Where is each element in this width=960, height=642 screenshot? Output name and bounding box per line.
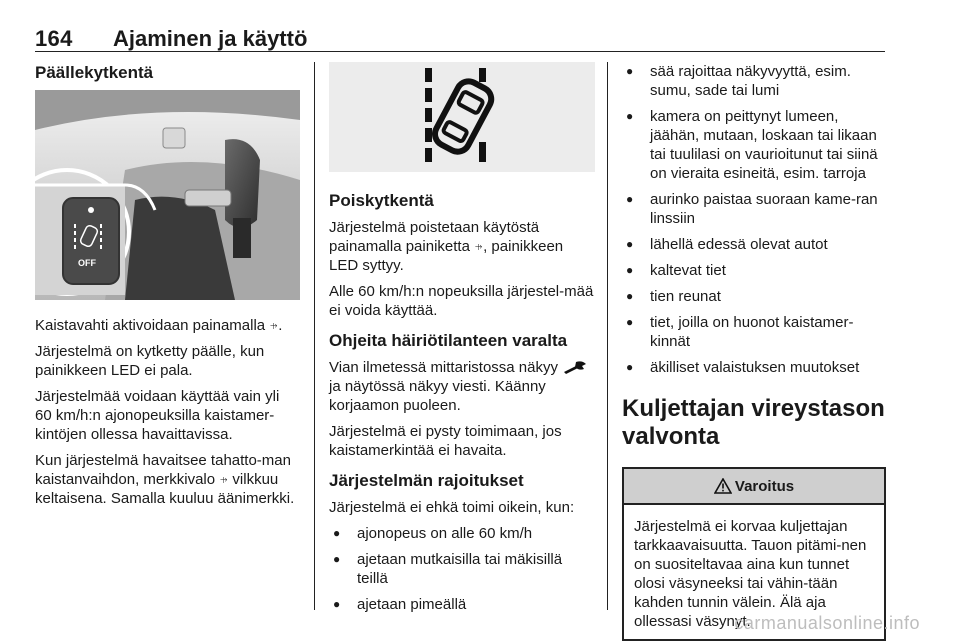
- heading-limitations: Järjestelmän rajoitukset: [329, 471, 524, 490]
- page-header-title: Ajaminen ja käyttö: [113, 26, 308, 51]
- paragraph-speed-limit: Järjestelmää voidaan käyttää vain yli 60 km/h:n ajonopeuksilla kaistamer-kintöjen ollessa havaittavissa.: [35, 388, 280, 443]
- paragraph-deactivation: Järjestelmä poistetaan käytöstä painamalla painiketta ⍆, painikkeen LED syttyy.: [329, 219, 564, 274]
- watermark: carmanualsonline.info: [734, 613, 920, 633]
- warning-title: Varoitus: [734, 477, 795, 495]
- list-item: ● ajetaan mutkaisilla tai mäkisillä teillä: [329, 550, 595, 588]
- list-item: ● tiet, joilla on huonot kaistamer-kinnät: [622, 313, 886, 351]
- off-label: OFF: [78, 258, 96, 268]
- list-item: ● aurinko paistaa suoraan kame-ran linssiin: [622, 190, 886, 228]
- fault-text-start: Vian ilmetessä mittaristossa näkyy: [329, 359, 558, 376]
- warning-text: Järjestelmä ei korvaa kuljettajan tarkkaavaisuutta. Tauon pitämi-nen on suositeltavaa aina kun tunnet olosi väsyneeksi tai vähin-tään kahden tunnin välein. Älä aja ollessasi väsynyt.: [634, 518, 867, 630]
- heading-activation: Päällekytkentä: [35, 63, 154, 82]
- page-number: 164: [35, 26, 73, 51]
- limitations-list-continued: [622, 62, 886, 377]
- column-3: [622, 62, 886, 641]
- dashboard-photo-illustration: [35, 90, 300, 300]
- paragraph-activation: Kaistavahti aktivoidaan painamalla ⍆.: [35, 317, 283, 334]
- column-2: [329, 62, 595, 621]
- fault-text-end: ja näytössä näkyy viesti. Käänny korjaamon puoleen.: [329, 378, 546, 414]
- warning-header: [624, 469, 884, 505]
- header-rule: [35, 51, 885, 52]
- list-item: ● sää rajoittaa näkyvyyttä, esim. sumu, sade tai lumi: [622, 62, 886, 100]
- list-item: ● lähellä edessä olevat autot: [622, 235, 886, 254]
- gear-shifter-photo: [35, 90, 300, 300]
- list-item: ● ajetaan pimeällä: [329, 595, 595, 614]
- section-title-driver-monitoring: Kuljettajan vireystason valvonta: [622, 395, 885, 450]
- column-divider-1: [314, 62, 315, 610]
- paragraph-warning-light: Kun järjestelmä havaitsee tahatto-man kaistanvaihdon, merkkivalo ⍆ vilkkuu keltaisena. Samalla kuuluu äänimerkki.: [35, 452, 295, 507]
- list-item: ● kamera on peittynyt lumeen, jäähän, mutaan, loskaan tai likaan tai tuulilasi on vaurioitunut tai siinä on vieraita esineitä, esim. tarroja: [622, 107, 886, 183]
- column-divider-2: [607, 62, 608, 610]
- wrench-icon: [562, 360, 588, 374]
- column-1: [35, 62, 300, 515]
- paragraph-fault: [329, 358, 595, 415]
- paragraph-led: Järjestelmä on kytketty päälle, kun painikkeen LED ei pala.: [35, 343, 265, 379]
- list-item: ● äkilliset valaistuksen muutokset: [622, 358, 886, 377]
- list-item: ● tien reunat: [622, 287, 886, 306]
- paragraph-no-markings: Järjestelmä ei pysty toimimaan, jos kaistamerkintää ei havaita.: [329, 423, 562, 459]
- paragraph-limitations-intro: Järjestelmä ei ehkä toimi oikein, kun:: [329, 499, 575, 516]
- heading-deactivation: Poiskytkentä: [329, 191, 434, 210]
- limitations-list: [329, 524, 595, 614]
- warning-triangle-icon: [714, 478, 732, 494]
- paragraph-low-speed: Alle 60 km/h:n nopeuksilla järjestel-mää ei voida käyttää.: [329, 283, 594, 319]
- lane-departure-pictogram: [329, 62, 595, 172]
- heading-fault: Ohjeita häiriötilanteen varalta: [329, 331, 568, 350]
- list-item: ● ajonopeus on alle 60 km/h: [329, 524, 595, 543]
- list-item: ● kaltevat tiet: [622, 261, 886, 280]
- lane-car-icon: [329, 62, 595, 172]
